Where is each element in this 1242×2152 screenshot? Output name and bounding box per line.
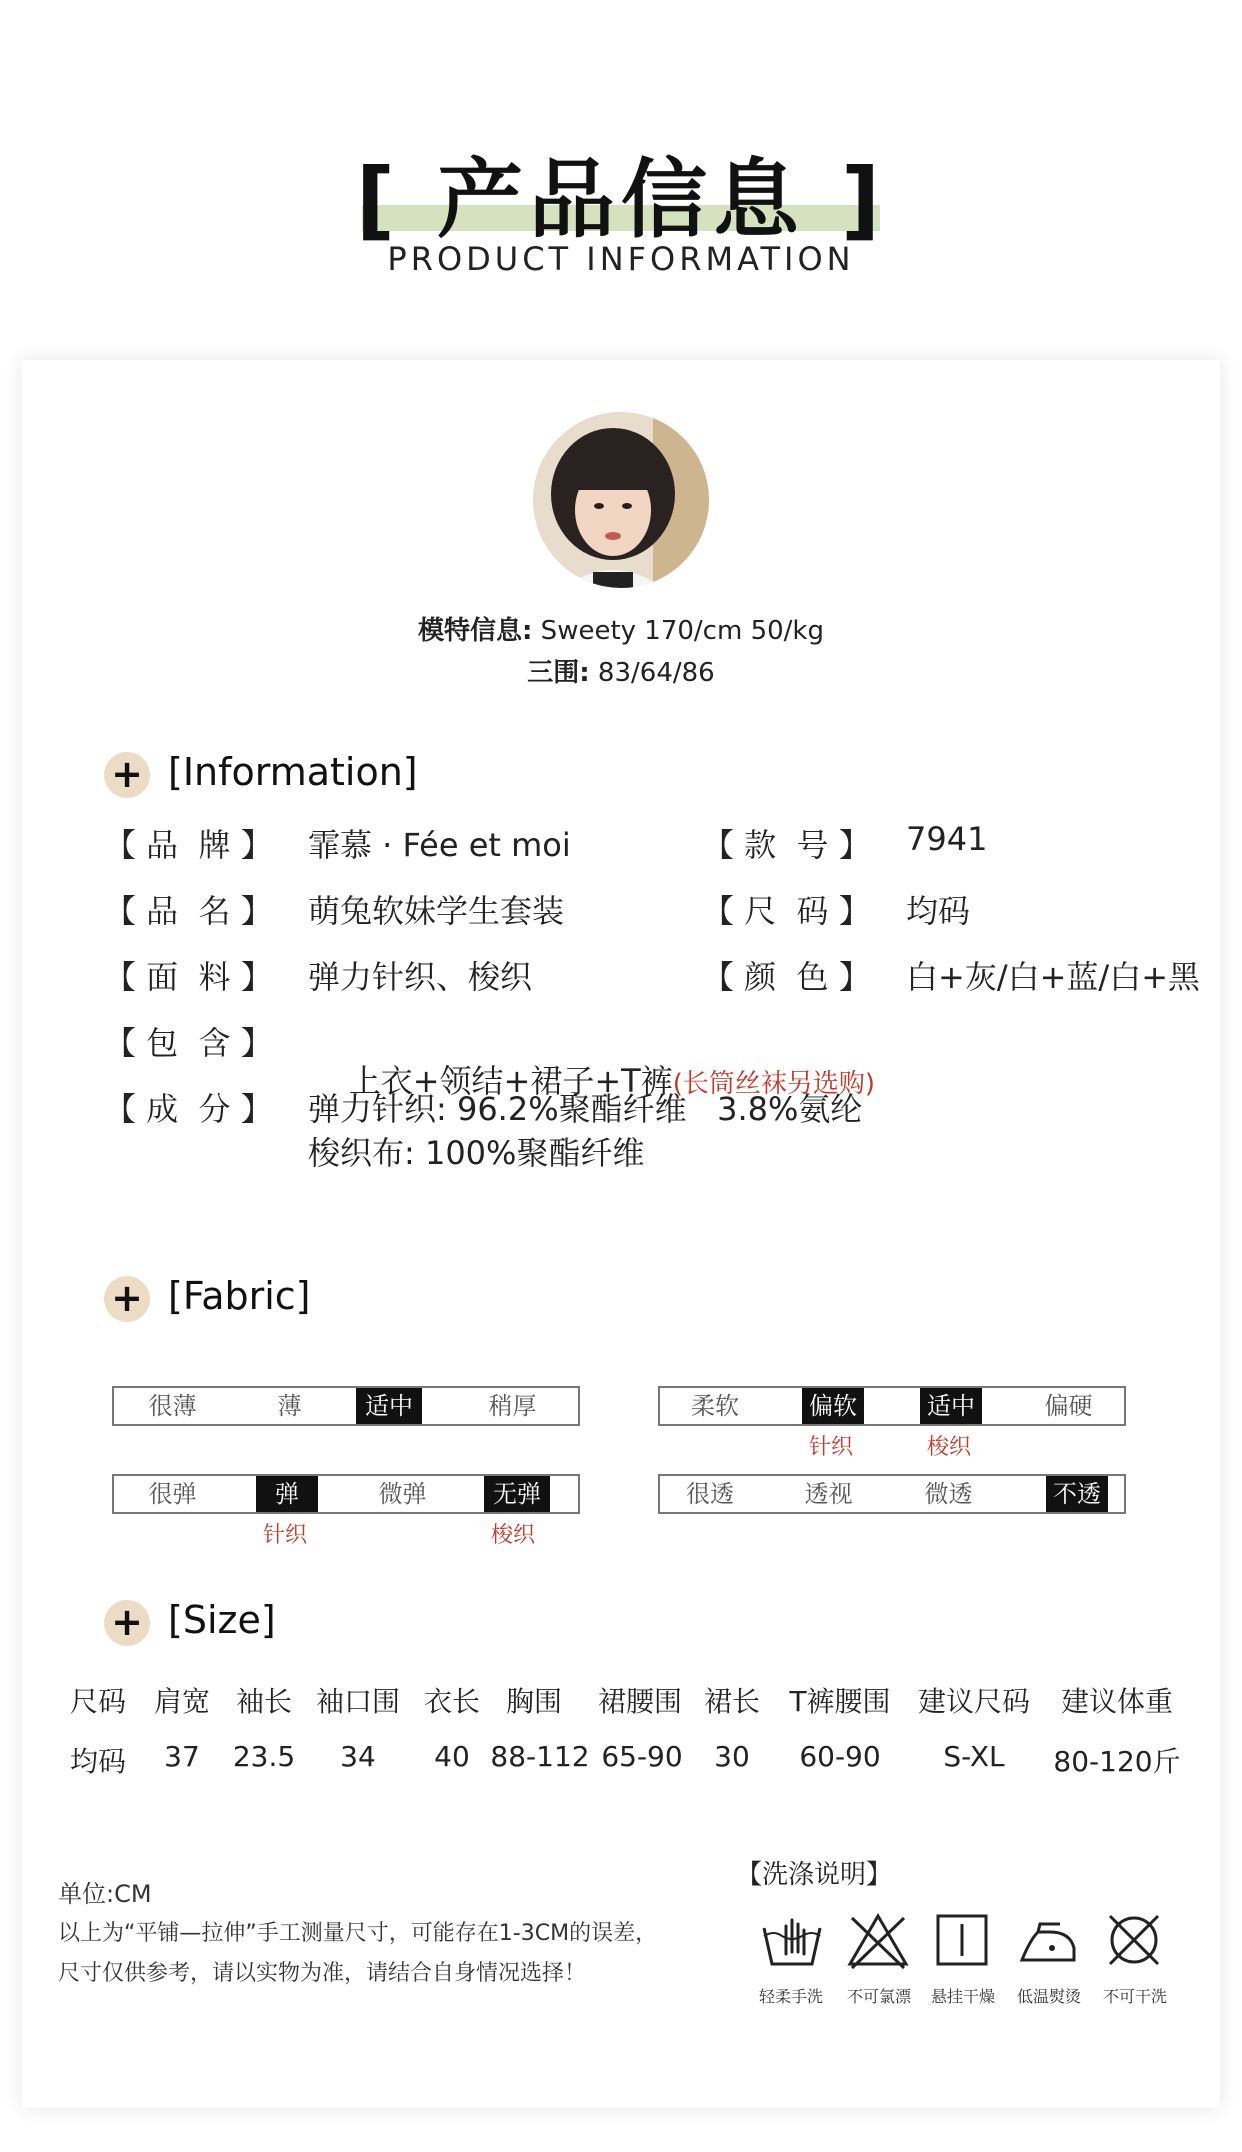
size-header: 尺码 bbox=[69, 1685, 126, 1718]
composition-label: 【 成 分 】 bbox=[104, 1090, 273, 1128]
model-measure-value: 83/64/86 bbox=[589, 658, 715, 688]
softness-slightly-soft-selected: 偏软 bbox=[802, 1388, 864, 1424]
size-header: 建议尺码 bbox=[917, 1685, 1030, 1718]
includes-items: 上衣+领结+裙子+T裤 bbox=[348, 1062, 673, 1100]
fabric-value: 弹力针织、梭织 bbox=[308, 958, 533, 996]
size-value: 80-120斤 bbox=[1053, 1745, 1181, 1778]
size-value: 30 bbox=[714, 1740, 750, 1773]
size-header: 肩宽 bbox=[153, 1685, 210, 1718]
size-value: 40 bbox=[434, 1740, 470, 1773]
wash-label-no-dry-clean: 不可干洗 bbox=[1102, 1987, 1167, 2006]
wash-label-hang-dry: 悬挂干燥 bbox=[930, 1987, 995, 2006]
style-no-label: 【 款 号 】 bbox=[702, 826, 871, 864]
thickness-very-thin: 很薄 bbox=[148, 1392, 197, 1420]
elasticity-scale bbox=[112, 1474, 580, 1514]
softness-tag-woven: 梭织 bbox=[926, 1435, 971, 1460]
page-title: [ 产品信息 ] bbox=[355, 150, 887, 250]
size-header: 袖长 bbox=[235, 1685, 292, 1718]
thickness-medium-selected: 适中 bbox=[356, 1388, 422, 1424]
section-title-size: [Size] bbox=[168, 1598, 276, 1642]
size-table bbox=[22, 1680, 1220, 1790]
style-no-value: 7941 bbox=[906, 820, 988, 858]
size-code-value: 均码 bbox=[906, 892, 971, 930]
softness-soft: 柔软 bbox=[691, 1392, 739, 1420]
transparency-see-through: 透视 bbox=[804, 1480, 853, 1508]
composition-value-1: 弹力针织: 96.2%聚酯纤维 3.8%氨纶 bbox=[308, 1090, 863, 1128]
size-value: 37 bbox=[164, 1740, 200, 1773]
measure-note-1: 以上为“平铺—拉伸”手工测量尺寸，可能存在1-3CM的误差， bbox=[58, 1921, 658, 1946]
size-header: 胸围 bbox=[505, 1685, 562, 1718]
fabric-label: 【 面 料 】 bbox=[104, 958, 273, 996]
measure-note-2: 尺寸仅供参考，请以实物为准，请结合自身情况选择！ bbox=[58, 1961, 587, 1986]
size-header: 裙长 bbox=[703, 1685, 760, 1718]
model-measure-label: 三围: bbox=[527, 658, 590, 688]
softness-scale bbox=[658, 1386, 1126, 1426]
size-value: 34 bbox=[340, 1740, 376, 1773]
wash-label-no-bleach: 不可氯漂 bbox=[846, 1987, 911, 2006]
header bbox=[0, 120, 1242, 330]
elasticity-slight: 微弹 bbox=[378, 1480, 427, 1508]
brand-label: 【 品 牌 】 bbox=[104, 826, 273, 864]
composition-value-2: 梭织布: 100%聚酯纤维 bbox=[308, 1134, 645, 1172]
size-code-label: 【 尺 码 】 bbox=[702, 892, 871, 930]
product-info-card bbox=[22, 360, 1220, 2108]
color-label: 【 颜 色 】 bbox=[702, 958, 871, 996]
model-avatar bbox=[533, 412, 709, 588]
thickness-thin: 薄 bbox=[277, 1392, 302, 1420]
size-value: 60-90 bbox=[799, 1740, 881, 1773]
model-info-value: Sweety 170/cm 50/kg bbox=[532, 616, 824, 646]
wash-label-hand: 轻柔手洗 bbox=[758, 1987, 823, 2006]
wash-label-low-iron: 低温熨烫 bbox=[1016, 1987, 1081, 2006]
model-measure-line bbox=[22, 652, 1220, 689]
transparency-very-sheer: 很透 bbox=[686, 1480, 734, 1508]
no-bleach-icon bbox=[846, 1910, 910, 1970]
size-header: 建议体重 bbox=[1060, 1685, 1173, 1718]
plus-icon: + bbox=[104, 752, 150, 798]
thickness-slightly-thick: 稍厚 bbox=[488, 1392, 537, 1420]
elasticity-very-stretchy: 很弹 bbox=[148, 1480, 197, 1508]
includes-note: (长筒丝袜另选购) bbox=[672, 1069, 875, 1099]
hang-dry-icon bbox=[930, 1910, 994, 1970]
size-value: 23.5 bbox=[232, 1740, 296, 1773]
unit-note: 单位:CM bbox=[58, 1880, 152, 1908]
product-name-label: 【 品 名 】 bbox=[104, 892, 273, 930]
size-value: 65-90 bbox=[601, 1740, 683, 1773]
page-subtitle: PRODUCT INFORMATION bbox=[387, 240, 855, 278]
plus-icon: + bbox=[104, 1276, 150, 1322]
wash-title: 【洗涤说明】 bbox=[736, 1860, 893, 1890]
includes-label: 【 包 含 】 bbox=[104, 1024, 273, 1062]
wash-icons bbox=[746, 1910, 1196, 2040]
section-title-fabric: [Fabric] bbox=[168, 1274, 311, 1318]
size-header: 裙腰围 bbox=[597, 1685, 682, 1718]
plus-icon: + bbox=[104, 1600, 150, 1646]
no-dry-clean-icon bbox=[1102, 1910, 1166, 1970]
model-info-line bbox=[22, 610, 1220, 647]
softness-medium-selected: 适中 bbox=[920, 1388, 982, 1424]
size-value: S-XL bbox=[943, 1740, 1005, 1773]
size-value: 均码 bbox=[69, 1745, 126, 1778]
section-title-information: [Information] bbox=[168, 750, 418, 794]
size-header: 衣长 bbox=[423, 1685, 480, 1718]
color-value: 白+灰/白+蓝/白+黑 bbox=[906, 958, 1201, 996]
elasticity-tag-knit: 针织 bbox=[262, 1523, 307, 1548]
model-info-label: 模特信息: bbox=[418, 616, 533, 646]
product-name-value: 萌兔软妹学生套装 bbox=[308, 892, 565, 930]
size-value: 88-112 bbox=[490, 1740, 590, 1773]
elasticity-none-selected: 无弹 bbox=[484, 1476, 550, 1512]
size-header: T裤腰围 bbox=[789, 1685, 891, 1718]
elasticity-tag-woven: 梭织 bbox=[490, 1523, 535, 1548]
size-header: 袖口围 bbox=[315, 1685, 400, 1718]
elasticity-stretchy-selected: 弹 bbox=[256, 1476, 318, 1512]
softness-tag-knit: 针织 bbox=[808, 1435, 853, 1460]
transparency-slightly-sheer: 微透 bbox=[924, 1480, 973, 1508]
hand-wash-icon bbox=[760, 1910, 824, 1970]
transparency-opaque-selected: 不透 bbox=[1046, 1476, 1108, 1512]
low-iron-icon bbox=[1016, 1910, 1080, 1970]
softness-slightly-hard: 偏硬 bbox=[1044, 1392, 1093, 1420]
transparency-scale bbox=[658, 1474, 1126, 1514]
brand-value: 霏慕 · Fée et moi bbox=[308, 826, 571, 864]
thickness-scale bbox=[112, 1386, 580, 1426]
